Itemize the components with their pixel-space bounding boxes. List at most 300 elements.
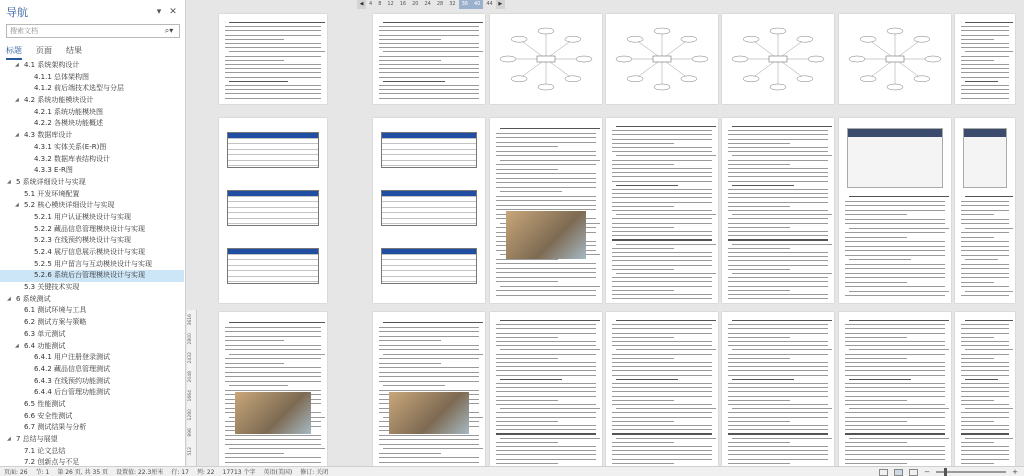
status-position: 设置值: 22.3厘米: [116, 469, 164, 476]
vertical-ruler-label: 1280: [188, 409, 193, 421]
text-line: [845, 255, 945, 256]
text-line: [496, 417, 596, 418]
outline-item-label: 7.2 创新点与不足: [24, 458, 80, 467]
outline-item[interactable]: [0, 189, 184, 201]
text-line: [496, 155, 596, 156]
text-line: [845, 241, 945, 242]
text-line: [383, 448, 483, 449]
text-line: [225, 363, 284, 364]
text-line: [728, 421, 790, 422]
text-line: [225, 56, 321, 57]
zoom-slider[interactable]: [936, 471, 1006, 473]
text-line: [965, 349, 1013, 350]
zoom-out-button[interactable]: −: [924, 468, 931, 476]
outline-item[interactable]: [0, 329, 184, 341]
page-thumbnail[interactable]: [490, 118, 602, 303]
text-line: [728, 400, 790, 401]
text-line: [728, 345, 828, 346]
page-thumbnail[interactable]: [722, 14, 834, 104]
text-line: [616, 244, 716, 245]
outline-item-label: 6.2 测试方案与策略: [24, 318, 87, 327]
text-line: [500, 320, 600, 321]
text-line: [845, 459, 945, 460]
text-line: [379, 331, 479, 332]
text-line: [732, 349, 832, 350]
tab-headings[interactable]: 标题: [6, 45, 22, 60]
ruler-page-number[interactable]: 4: [369, 1, 373, 7]
collapse-arrow-icon[interactable]: ◢: [7, 178, 11, 185]
text-line: [612, 172, 712, 173]
outline-item[interactable]: [0, 352, 184, 364]
text-line: [225, 390, 321, 391]
status-row: 行: 17: [171, 469, 189, 476]
outline-item[interactable]: [0, 130, 184, 142]
collapse-arrow-icon[interactable]: ◢: [15, 202, 19, 209]
text-line: [961, 72, 1009, 73]
status-words[interactable]: 17713 个字: [222, 469, 256, 476]
outline-item[interactable]: [0, 446, 184, 458]
text-line: [965, 438, 1013, 439]
text-line: [496, 375, 596, 376]
outline-item-label: 5.3 关键技术实现: [24, 283, 80, 292]
text-line: [965, 196, 1013, 197]
text-line: [961, 387, 1009, 388]
text-line: [961, 463, 994, 464]
text-line: [229, 354, 325, 355]
outline-item-label: 6.6 安全性测试: [24, 411, 73, 420]
text-line: [728, 463, 790, 464]
text-line: [845, 333, 945, 334]
page-ruler: [357, 0, 505, 9]
text-line: [965, 291, 1013, 292]
text-line: [379, 60, 441, 61]
outline-item-label: 5.1 开发环境配置: [24, 189, 80, 198]
text-line: [496, 263, 596, 264]
outline-item-label: 4.3.3 E-R图: [34, 166, 73, 175]
text-line: [845, 463, 907, 464]
er-diagram: [606, 14, 718, 104]
text-line: [379, 435, 479, 436]
text-line: [496, 404, 596, 405]
ruler-page-number[interactable]: 20: [412, 1, 419, 7]
text-line: [728, 333, 828, 334]
outline-item[interactable]: [0, 282, 184, 294]
close-icon[interactable]: ✕: [169, 7, 177, 17]
text-line: [496, 454, 596, 455]
outline-item-label: 4.2.2 各模块功能概述: [34, 119, 104, 128]
outline-item[interactable]: [0, 294, 184, 306]
text-line: [728, 269, 790, 270]
ruler-page-number[interactable]: 28: [436, 1, 444, 7]
text-line: [496, 324, 596, 325]
outline-item[interactable]: [0, 177, 184, 189]
text-line: [500, 286, 600, 287]
page-thumbnail[interactable]: [839, 118, 951, 303]
text-line: [379, 376, 479, 377]
ruler-page-number[interactable]: 8: [378, 1, 382, 7]
outline-item[interactable]: [0, 270, 184, 282]
text-line: [845, 250, 945, 251]
text-line: [612, 400, 674, 401]
outline-item[interactable]: [0, 341, 184, 353]
outline-item[interactable]: [0, 83, 184, 95]
text-line: [845, 264, 945, 265]
text-line: [961, 26, 1009, 27]
outline-item-label: 5.2.6 系统后台管理模块设计与实现: [34, 271, 146, 280]
text-line: [849, 320, 949, 321]
text-line: [961, 47, 1009, 48]
text-line: [379, 98, 479, 99]
text-line: [496, 196, 596, 197]
page-thumbnail[interactable]: [606, 118, 718, 303]
page-thumbnail[interactable]: [219, 312, 327, 466]
text-line: [612, 143, 674, 144]
status-section[interactable]: 节: 1: [35, 469, 50, 476]
text-line: [612, 197, 712, 198]
page-thumbnail[interactable]: [219, 118, 327, 303]
text-line: [612, 202, 712, 203]
ruler-page-number[interactable]: 24: [424, 1, 431, 7]
text-line: [961, 404, 1009, 405]
screenshot-image: [963, 128, 1007, 188]
page-thumbnail[interactable]: [839, 312, 951, 466]
text-line: [496, 337, 558, 338]
page-thumbnail[interactable]: [606, 312, 718, 466]
text-line: [379, 381, 479, 382]
text-line: [379, 340, 441, 341]
text-line: [616, 408, 716, 409]
text-line: [496, 400, 558, 401]
page-thumbnail[interactable]: [490, 14, 602, 104]
text-line: [496, 151, 596, 152]
text-line: [612, 231, 712, 232]
text-line: [961, 454, 1009, 455]
zoom-thumb[interactable]: [944, 468, 947, 476]
text-line: [379, 327, 479, 328]
text-line: [728, 412, 828, 413]
collapse-arrow-icon[interactable]: ◢: [15, 97, 19, 104]
text-line: [500, 379, 562, 380]
outline-item-label: 4.1.1 总体架构图: [34, 72, 90, 81]
outline-item[interactable]: [0, 142, 184, 154]
text-line: [496, 450, 596, 451]
outline-item[interactable]: [0, 247, 184, 259]
text-line: [845, 421, 907, 422]
text-line: [961, 396, 1009, 397]
text-line: [728, 358, 790, 359]
text-line: [225, 43, 321, 44]
text-line: [612, 366, 712, 367]
ruler-next-button[interactable]: ▶: [496, 0, 505, 9]
text-line: [496, 370, 596, 371]
ruler-page-number[interactable]: 12: [387, 1, 394, 7]
text-line: [612, 239, 712, 240]
text-line: [845, 210, 945, 211]
text-line: [225, 89, 321, 90]
status-col: 列: 22: [196, 469, 215, 476]
text-line: [379, 453, 441, 454]
text-line: [728, 391, 828, 392]
zoom-in-button[interactable]: +: [1012, 468, 1018, 476]
text-line: [612, 324, 712, 325]
text-line: [229, 51, 325, 52]
status-page[interactable]: 页面: 26: [4, 469, 28, 476]
outline-item[interactable]: [0, 411, 184, 423]
outline-item[interactable]: [0, 387, 184, 399]
outline-item[interactable]: [0, 224, 184, 236]
outline-item-label: 5.2.3 在线预约模块设计与实现: [34, 236, 132, 245]
outline-item[interactable]: [0, 95, 184, 107]
nav-tabs: [6, 45, 82, 60]
text-line: [612, 421, 674, 422]
navigation-pane: [0, 0, 186, 466]
outline-item[interactable]: [0, 107, 184, 119]
page-thumbnail[interactable]: [373, 14, 485, 104]
print-layout-button[interactable]: [894, 469, 903, 476]
status-revise[interactable]: 修订: 关闭: [300, 469, 329, 476]
text-line: [616, 379, 678, 380]
page-thumbnail[interactable]: [722, 312, 834, 466]
text-line: [496, 333, 596, 334]
text-line: [379, 358, 479, 359]
text-line: [965, 379, 998, 380]
text-line: [728, 206, 790, 207]
outline-item[interactable]: [0, 118, 184, 130]
text-line: [379, 93, 479, 94]
read-mode-button[interactable]: [879, 469, 888, 476]
text-line: [225, 85, 321, 86]
text-line: [961, 30, 1009, 31]
text-line: [383, 385, 445, 386]
text-line: [612, 151, 712, 152]
text-line: [612, 256, 712, 257]
text-line: [225, 462, 321, 463]
collapse-arrow-icon[interactable]: ◢: [7, 295, 11, 302]
text-line: [728, 252, 828, 253]
outline-item[interactable]: [0, 399, 184, 411]
text-line: [379, 462, 479, 463]
text-line: [728, 459, 828, 460]
text-line: [849, 291, 949, 292]
table-thumbnail: [227, 190, 319, 226]
text-line: [612, 218, 712, 219]
text-line: [500, 438, 600, 439]
chevron-down-icon[interactable]: ▾: [156, 7, 162, 17]
text-line: [496, 290, 596, 291]
text-line: [612, 176, 712, 177]
text-line: [961, 425, 1009, 426]
text-line: [612, 189, 712, 190]
outline-item[interactable]: [0, 422, 184, 434]
text-line: [728, 387, 828, 388]
vertical-ruler-label: 512: [188, 447, 193, 456]
outline-item[interactable]: [0, 376, 184, 388]
text-line: [500, 160, 600, 161]
text-line: [496, 200, 596, 201]
outline-item[interactable]: [0, 72, 184, 84]
text-line: [612, 277, 712, 278]
outline-item[interactable]: [0, 364, 184, 376]
status-page-of[interactable]: 第 26 页, 共 35 页: [57, 469, 109, 476]
ruler-page-number[interactable]: 44: [486, 1, 493, 7]
text-line: [612, 210, 712, 211]
text-line: [728, 143, 790, 144]
ruler-page-number[interactable]: 32: [449, 1, 456, 7]
outline-item[interactable]: [0, 259, 184, 271]
tab-pages[interactable]: 页面: [36, 46, 52, 55]
text-line: [225, 358, 321, 359]
outline-item[interactable]: [0, 60, 184, 72]
text-line: [496, 383, 596, 384]
text-line: [496, 396, 596, 397]
text-line: [961, 429, 1009, 430]
text-line: [379, 457, 479, 458]
text-line: [961, 68, 1009, 69]
page-thumbnail[interactable]: [955, 14, 1015, 104]
text-line: [961, 328, 1009, 329]
collapse-arrow-icon[interactable]: ◢: [15, 132, 19, 139]
text-line: [379, 47, 479, 48]
text-line: [225, 60, 284, 61]
vertical-ruler-label: 2432: [188, 352, 193, 364]
outline-item-label: 4.1.2 前后端技术选型与分层: [34, 84, 125, 93]
text-line: [612, 286, 712, 287]
outline-item-label: 4.3.2 数据库表结构设计: [34, 154, 111, 163]
page-thumbnail[interactable]: [722, 118, 834, 303]
text-line: [845, 273, 945, 274]
outline-item[interactable]: [0, 317, 184, 329]
page-thumbnail[interactable]: [373, 312, 485, 466]
text-line: [496, 429, 596, 430]
text-line: [845, 429, 945, 430]
text-line: [961, 273, 1009, 274]
text-line: [496, 425, 596, 426]
text-line: [383, 51, 483, 52]
text-line: [612, 463, 674, 464]
text-line: [728, 366, 828, 367]
page-thumbnail[interactable]: [606, 14, 718, 104]
text-line: [961, 400, 994, 401]
text-line: [225, 435, 321, 436]
text-line: [612, 396, 712, 397]
ruler-page-number[interactable]: 40: [471, 0, 483, 9]
text-line: [845, 277, 945, 278]
text-line: [229, 322, 325, 323]
text-line: [845, 268, 945, 269]
page-thumbnail[interactable]: [839, 14, 951, 104]
text-line: [379, 30, 479, 31]
text-line: [225, 26, 321, 27]
outline-item[interactable]: [0, 235, 184, 247]
text-line: [728, 354, 828, 355]
table-thumbnail: [227, 132, 319, 168]
text-line: [849, 259, 911, 260]
text-line: [612, 375, 712, 376]
text-line: [496, 268, 596, 269]
web-layout-button[interactable]: [909, 469, 918, 476]
vertical-ruler-label: 2048: [188, 371, 193, 383]
collapse-arrow-icon[interactable]: ◢: [15, 342, 19, 349]
text-line: [961, 232, 1009, 233]
outline-item[interactable]: [0, 305, 184, 317]
text-line: [845, 375, 945, 376]
text-line: [728, 248, 790, 249]
outline-item[interactable]: [0, 212, 184, 224]
text-line: [728, 239, 828, 240]
ruler-prev-button[interactable]: ◀: [357, 0, 366, 9]
text-line: [500, 408, 600, 409]
text-line: [616, 214, 716, 215]
outline-list: [0, 60, 184, 469]
nav-title: 导航: [6, 6, 28, 19]
tab-results[interactable]: 结果: [66, 46, 82, 55]
screenshot-image: [389, 392, 469, 434]
text-line: [496, 205, 596, 206]
outline-item[interactable]: [0, 165, 184, 177]
text-line: [612, 442, 674, 443]
ruler-page-number[interactable]: 36: [459, 0, 471, 9]
text-line: [961, 250, 1009, 251]
text-line: [612, 387, 712, 388]
collapse-arrow-icon[interactable]: ◢: [15, 62, 19, 68]
text-line: [229, 81, 288, 82]
page-thumbnail[interactable]: [219, 14, 327, 104]
text-line: [961, 282, 994, 283]
ruler-page-number[interactable]: 16: [399, 1, 407, 7]
page-thumbnail[interactable]: [955, 118, 1015, 303]
vertical-ruler-label: 896: [188, 428, 193, 437]
text-line: [961, 89, 1009, 90]
outline-item[interactable]: [0, 200, 184, 212]
outline-item[interactable]: [0, 154, 184, 166]
text-line: [961, 43, 1009, 44]
page-thumbnail[interactable]: [955, 312, 1015, 466]
search-input[interactable]: [10, 25, 159, 37]
text-line: [961, 391, 1009, 392]
outline-item-label: 4.1 系统架构设计: [24, 61, 80, 69]
outline-item[interactable]: [0, 434, 184, 446]
text-line: [616, 185, 678, 186]
text-line: [612, 290, 674, 291]
text-line: [728, 294, 828, 295]
search-icon[interactable]: ⌕▾: [164, 26, 174, 35]
outline-item-label: 6.4.3 在线预约功能测试: [34, 376, 111, 385]
text-line: [496, 442, 558, 443]
outline-item-label: 7 总结与展望: [16, 435, 58, 443]
text-line: [496, 387, 596, 388]
page-thumbnail[interactable]: [490, 312, 602, 466]
text-line: [961, 412, 1009, 413]
text-line: [229, 448, 325, 449]
text-line: [225, 72, 321, 73]
text-line: [845, 400, 907, 401]
status-language[interactable]: 英语(美国): [263, 469, 293, 476]
text-line: [845, 404, 945, 405]
screenshot-image: [506, 211, 586, 259]
screenshot-image: [847, 128, 943, 188]
text-line: [379, 345, 479, 346]
text-line: [500, 191, 562, 192]
page-thumbnail[interactable]: [373, 118, 485, 303]
text-line: [845, 370, 945, 371]
text-line: [961, 459, 1009, 460]
text-line: [961, 366, 1009, 367]
text-line: [496, 169, 558, 170]
collapse-arrow-icon[interactable]: ◢: [7, 436, 11, 442]
text-line: [732, 320, 832, 321]
text-line: [728, 417, 828, 418]
text-line: [961, 255, 1009, 256]
